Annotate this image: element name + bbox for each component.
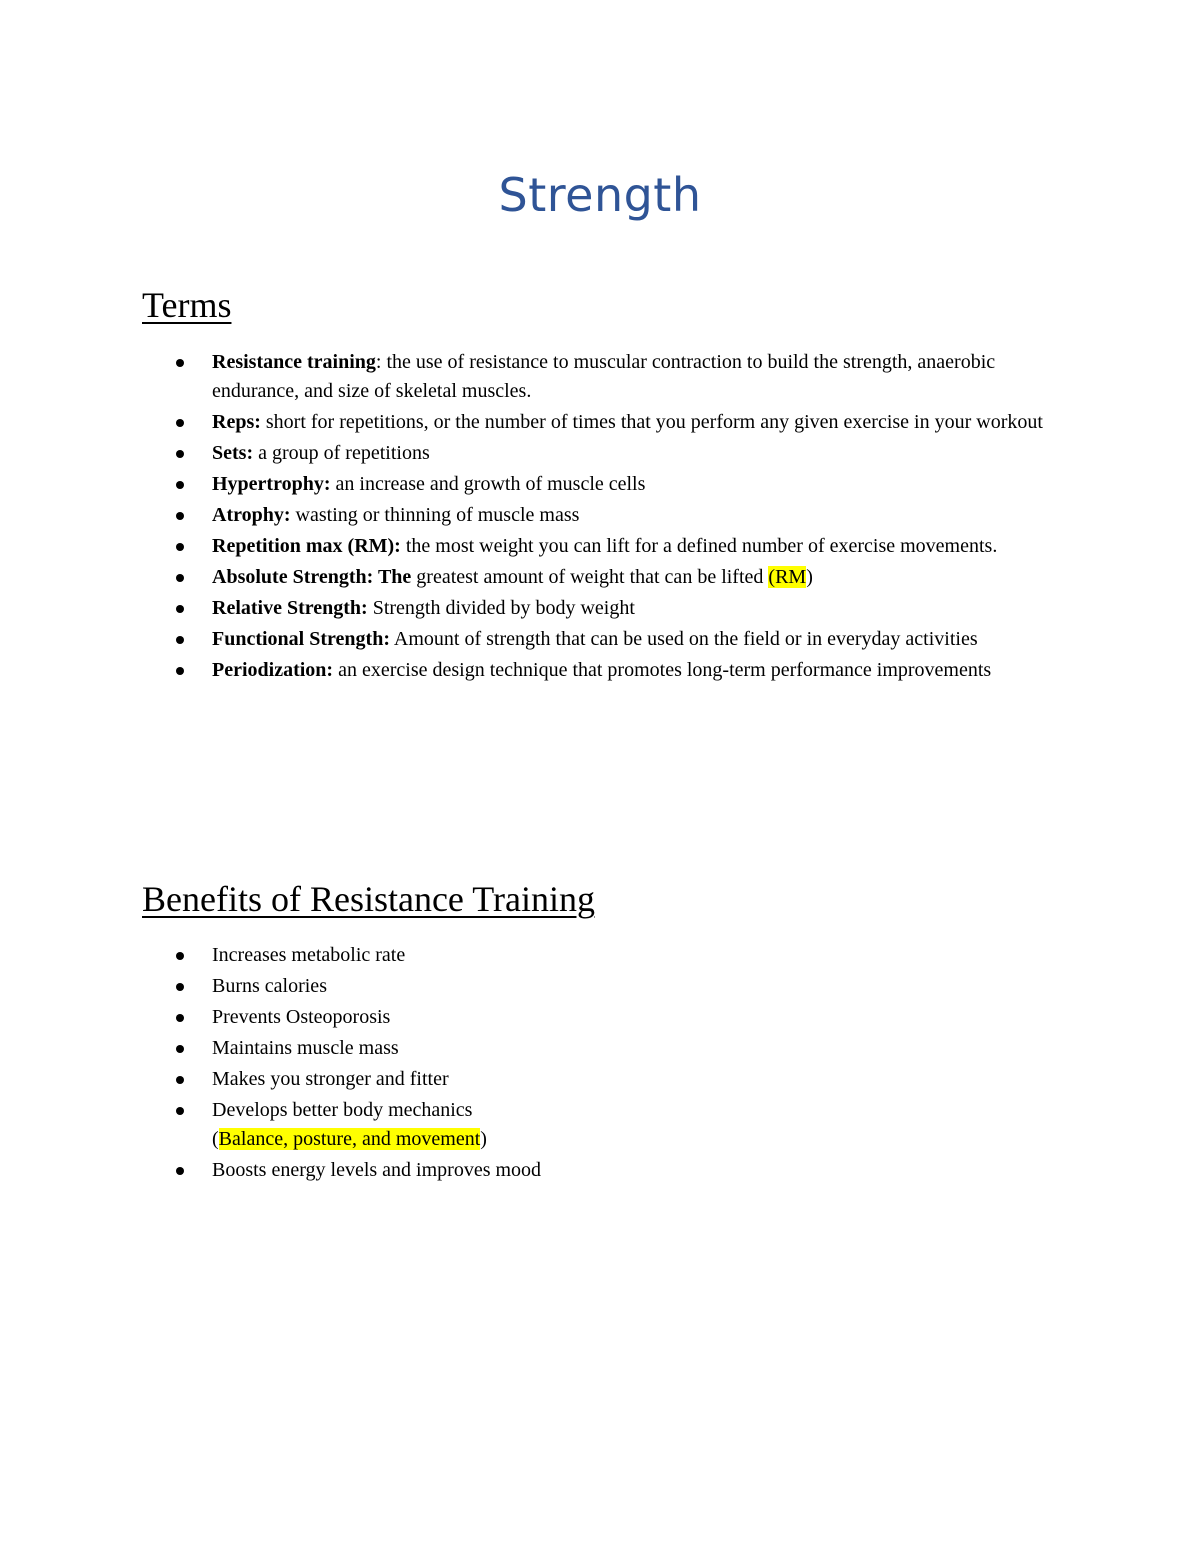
term-definition: greatest amount of weight that can be lifted — [416, 566, 769, 588]
list-item — [212, 470, 1082, 499]
bullet-icon — [176, 359, 184, 367]
bullet-icon — [176, 419, 184, 427]
term-label: Absolute Strength: The — [212, 566, 412, 588]
term-label: Periodization: — [212, 659, 334, 681]
benefit-text: Burns calories — [212, 975, 327, 997]
bullet-icon — [176, 1167, 184, 1175]
list-item — [212, 1156, 552, 1185]
bullet-icon — [176, 450, 184, 458]
list-item — [212, 656, 1082, 685]
term-label: Atrophy: — [212, 504, 291, 526]
bullet-icon — [176, 481, 184, 489]
term-label: Reps: — [212, 411, 261, 433]
bullet-icon — [176, 1014, 184, 1022]
bullet-icon — [176, 952, 184, 960]
term-separator: : — [375, 351, 387, 373]
bullet-icon — [176, 512, 184, 520]
bullet-icon — [176, 667, 184, 675]
term-tail: ) — [806, 566, 813, 588]
list-item — [212, 348, 1082, 406]
list-item — [212, 594, 1082, 623]
list-item — [212, 941, 552, 970]
page-title: Strength — [498, 168, 702, 222]
benefit-text: Increases metabolic rate — [212, 944, 406, 966]
list-item — [212, 563, 1082, 592]
list-item — [212, 408, 1082, 437]
term-definition: the use of resistance to muscular contraction to build the strength, anaerobic endurance, and size of skeletal muscles. — [212, 351, 996, 402]
bullet-icon — [176, 543, 184, 551]
term-definition: short for repetitions, or the number of times that you perform any given exercise in your workout — [265, 411, 1043, 433]
benefits-list — [212, 941, 552, 1187]
term-definition: an exercise design technique that promotes long-term performance improvements — [338, 659, 992, 681]
benefit-text: Develops better body mechanics ( — [212, 1099, 473, 1150]
list-item — [212, 625, 1082, 654]
benefit-text: Prevents Osteoporosis — [212, 1006, 391, 1028]
term-definition: an increase and growth of muscle cells — [335, 473, 646, 495]
bullet-icon — [176, 983, 184, 991]
term-definition: the most weight you can lift for a defined number of exercise movements. — [405, 535, 998, 557]
term-definition: Strength divided by body weight — [372, 597, 635, 619]
list-item — [212, 532, 1082, 561]
bullet-icon — [176, 636, 184, 644]
term-label: Relative Strength: — [212, 597, 368, 619]
term-label: Repetition max (RM): — [212, 535, 401, 557]
list-item — [212, 972, 552, 1001]
term-label: Functional Strength: — [212, 628, 390, 650]
term-definition: a group of repetitions — [258, 442, 430, 464]
terms-list — [212, 348, 1082, 687]
bullet-icon — [176, 574, 184, 582]
bullet-icon — [176, 1045, 184, 1053]
bullet-icon — [176, 1107, 184, 1115]
term-label: Sets: — [212, 442, 254, 464]
terms-heading: Terms — [142, 285, 232, 325]
benefit-text: Maintains muscle mass — [212, 1037, 399, 1059]
list-item — [212, 1003, 552, 1032]
bullet-icon — [176, 605, 184, 613]
list-item — [212, 1065, 552, 1094]
term-definition: wasting or thinning of muscle mass — [295, 504, 580, 526]
benefits-heading: Benefits of Resistance Training — [142, 879, 595, 919]
term-label: Hypertrophy: — [212, 473, 331, 495]
highlighted-text: (RM — [768, 566, 807, 588]
benefit-text: Boosts energy levels and improves mood — [212, 1159, 542, 1181]
list-item — [212, 501, 1082, 530]
bullet-icon — [176, 1076, 184, 1084]
list-item — [212, 439, 1082, 468]
term-label: Resistance training — [212, 351, 376, 373]
list-item — [212, 1096, 552, 1154]
highlighted-text: Balance, posture, and movement — [218, 1128, 481, 1150]
term-definition: Amount of strength that can be used on the field or in everyday activities — [393, 628, 978, 650]
benefit-text: Makes you stronger and fitter — [212, 1068, 449, 1090]
benefit-tail: ) — [480, 1128, 487, 1150]
list-item — [212, 1034, 552, 1063]
